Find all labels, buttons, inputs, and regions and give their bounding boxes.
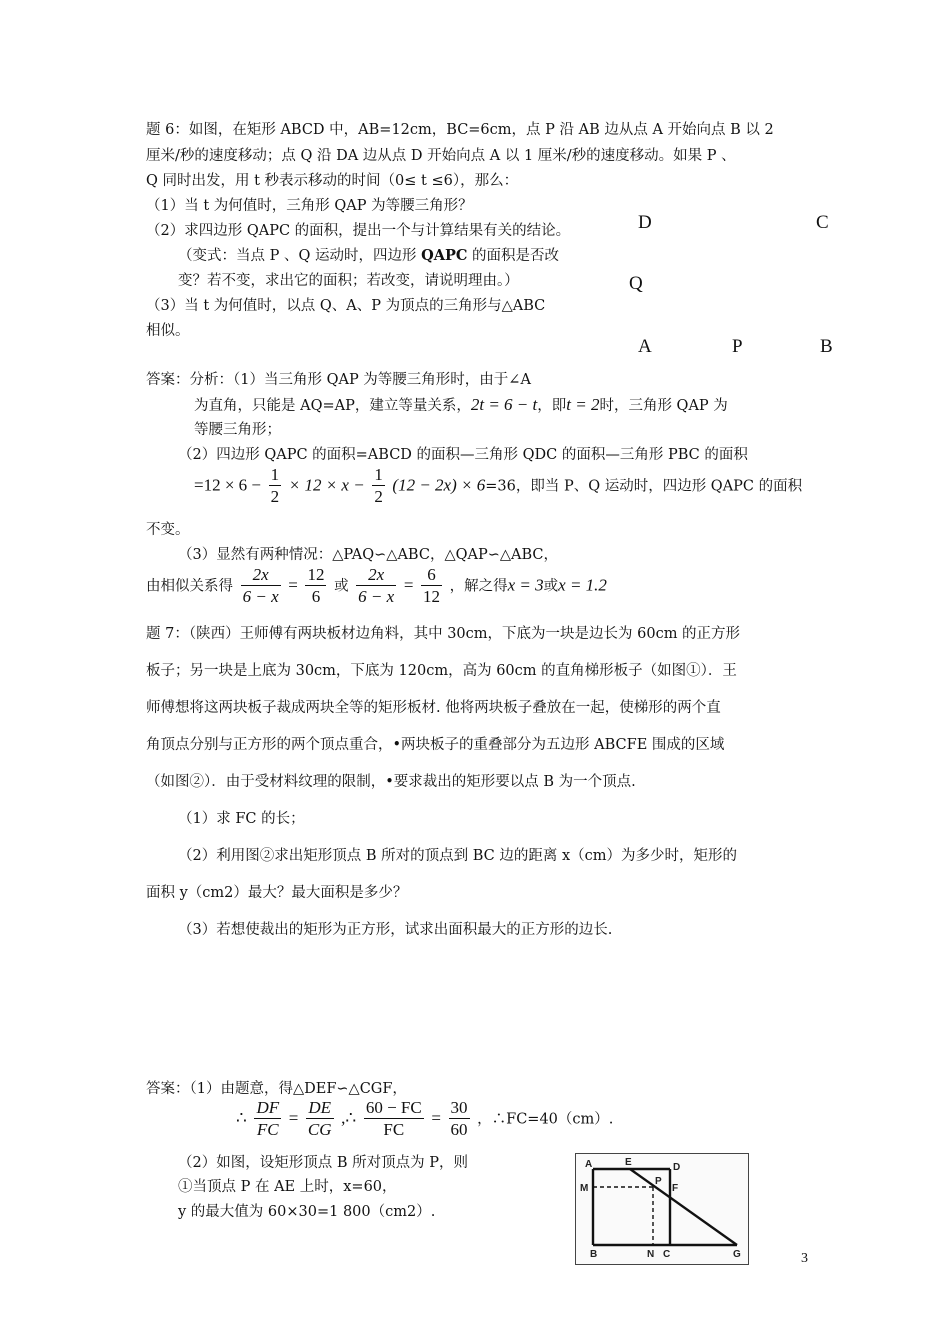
fig7-label-A: A [585,1159,593,1170]
a7-line2-formula: ∴ $\frac{DF}{FC}$ = $\frac{DE}{CG}$ ,∴ $\frac{60 - FC}{FC}$ = $\frac{30}{60}$ ，∴FC=40（cm）. [236,1098,614,1139]
q6-line3: Q 同时出发，用 t 秒表示移动的时间（0≤ t ≤6），那么： [146,173,519,189]
fig7-label-N: N [647,1249,655,1260]
q6-line1: 题 6：如图，在矩形 ABCD 中，AB=12cm，BC=6cm，点 P 沿 AB 边从点 A 开始向点 B 以 2 [146,122,774,138]
a7-line1: 答案：（1）由题意，得△DEF∽△CGF， [146,1081,407,1097]
fraction-one-half-a: $\frac{1}{2}$ [270,465,280,506]
q6-variant: （变式：当点 P 、Q 运动时，四边形 QAPC 的面积是否改 [178,247,560,264]
q6-variant-line2: 变？若不变，求出它的面积；若改变，请说明理由。） [178,273,519,289]
fig6-label-Q: Q [629,273,643,294]
a7-line5: y 的最大值为 60×30=1 800（cm2）. [178,1204,436,1220]
fraction-30-60: $\frac{30}{60}$ [450,1098,468,1139]
fig6-label-C: C [816,212,829,233]
fig7-label-F: F [672,1183,679,1194]
a6-line5-formula: =12 × 6 − $\frac{1}{2}$ × 12 × x − $\frac{1}{2}$ (12 − 2x) × 6=36，即当 P、Q 运动时，四边形 QAPC 的面积 [194,465,803,506]
q7-part2b: 面积 y（cm2）最大？最大面积是多少？ [146,885,408,901]
ratio-left-1: $\frac{2x}{6 - x}$ [242,565,279,606]
a6-line4: （2）四边形 QAPC 的面积=ABCD 的面积—三角形 QDC 的面积—三角形 PBC 的面积 [178,447,748,463]
fig7-label-P: P [655,1176,662,1187]
a6-line1: 答案：分析：（1）当三角形 QAP 为等腰三角形时，由于∠A [146,372,531,388]
fig7-label-B: B [590,1249,598,1260]
q7-part1: （1）求 FC 的长； [178,811,305,827]
fraction-60-minus-fc: $\frac{60 - FC}{FC}$ [365,1098,422,1139]
fig6-label-D: D [638,212,652,233]
a7-line3: （2）如图，设矩形顶点 B 所对顶点为 P，则 [178,1155,468,1171]
page-number: 3 [801,1251,808,1266]
a6-line2: 为直角，只能是 AQ=AP，建立等量关系，2t = 6 − t，即t = 2时，三角形 QAP 为 [194,395,728,414]
q6-line2: 厘米/秒的速度移动；点 Q 沿 DA 边从点 D 开始向点 A 以 1 厘米/秒的速度移动。如果 P 、 [146,148,736,164]
a6-line3: 等腰三角形； [194,422,281,438]
q7-line1: 题 7：（陕西）王师傅有两块板材边角料，其中 30cm，下底为一块是边长为 60cm 的正方形 [146,626,741,642]
fig7-label-G: G [733,1249,741,1260]
q7-part2: （2）利用图②求出矩形顶点 B 所对的顶点到 BC 边的距离 x（cm）为多少时，矩形的 [178,848,737,864]
overlap-figure [575,1153,749,1265]
fig6-label-A: A [638,336,652,357]
q6-part3: （3）当 t 为何值时，以点 Q、A、P 为顶点的三角形与△ABC [146,298,546,314]
q6-part1: （1）当 t 为何值时，三角形 QAP 为等腰三角形？ [146,198,473,214]
fig7-label-D: D [673,1162,681,1173]
q7-part3: （3）若想使裁出的矩形为正方形，试求出面积最大的正方形的边长. [178,922,613,938]
q7-line2: 板子；另一块是上底为 30cm，下底为 120cm，高为 60cm 的直角梯形板子（如图①）．王 [146,663,737,679]
q7-line4: 角顶点分别与正方形的两个顶点重合，•两块板子的重叠部分为五边形 ABCFE 围成的区域 [146,737,725,753]
q6-part2: （2）求四边形 QAPC 的面积，提出一个与计算结果有关的结论。 [146,223,571,239]
q6-part3b: 相似。 [146,323,190,339]
fig6-label-B: B [820,336,833,357]
fig7-label-E: E [625,1157,632,1168]
a6-line8-ratios: 由相似关系得 $\frac{2x}{6 - x}$ = $\frac{12}{6}$ 或 $\frac{2x}{6 - x}$ = $\frac{6}{12}$ ，解之得x = 3或x = 1.2 [146,565,607,606]
a6-line6: 不变。 [146,522,190,538]
fig7-label-C: C [663,1249,671,1260]
a7-line4: ①当顶点 P 在 AE 上时，x=60， [178,1179,397,1195]
fig6-label-P: P [732,336,743,357]
q7-line3: 师傅想将这两块板子裁成两块全等的矩形板材. 他将两块板子叠放在一起，使梯形的两个直 [146,700,721,716]
ratio-right-1: $\frac{12}{6}$ [307,565,325,606]
fraction-de-cg: $\frac{DE}{CG}$ [307,1098,332,1139]
fraction-df-fc: $\frac{DF}{FC}$ [256,1098,280,1139]
fraction-one-half-b: $\frac{1}{2}$ [374,465,383,506]
q7-line5: （如图②）．由于受材料纹理的限制，•要求裁出的矩形要以点 B 为一个顶点. [146,774,636,790]
a6-line7: （3）显然有两种情况：△PAQ∽△ABC，△QAP∽△ABC， [178,547,559,563]
fig7-label-M: M [580,1183,589,1194]
ratio-left-2: $\frac{2x}{6 - x}$ [358,565,395,606]
ratio-right-2: $\frac{6}{12}$ [423,565,441,606]
